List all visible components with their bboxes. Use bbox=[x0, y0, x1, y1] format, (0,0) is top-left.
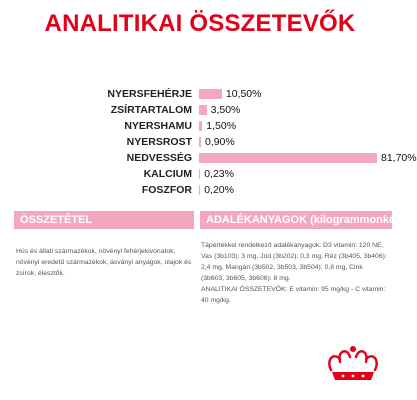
chart-value-label: 0,23% bbox=[204, 168, 234, 180]
chart-category-label: NEDVESSÉG bbox=[126, 152, 192, 164]
chart-value-label: 0,20% bbox=[204, 184, 234, 196]
chart-category-label: KALCIUM bbox=[143, 168, 192, 180]
chart-row bbox=[0, 102, 400, 118]
chart-bar bbox=[199, 153, 377, 163]
additives-text: Tápértékkel rendelkező adalékanyagok: D3 vitamin: 120 NE, Vas (3b103): 3 mg, Jód (3b202): 0,3 mg, Réz (3b405, 3b406): 2,4 mg, Mangán (3b502, 3b503, 3b504): 0,8 mg, Cink (3b603, 3b605, 3b606): 8 mg. bbox=[201, 242, 387, 282]
composition-header: ÖSSZETÉTEL bbox=[14, 211, 194, 229]
chart-bar bbox=[199, 105, 207, 115]
chart-row bbox=[0, 166, 400, 182]
chart-row bbox=[0, 134, 400, 150]
page-title: ANALITIKAI ÖSSZETEVŐK bbox=[44, 10, 356, 37]
chart-bar bbox=[199, 185, 200, 195]
chart-bar bbox=[199, 137, 201, 147]
chart-bar bbox=[199, 121, 202, 131]
chart-category-label: NYERSHAMU bbox=[124, 120, 192, 132]
chart-value-label: 81,70% bbox=[381, 152, 417, 164]
chart-bar bbox=[199, 89, 222, 99]
chart-row bbox=[0, 118, 400, 134]
chart-value-label: 10,50% bbox=[225, 88, 262, 100]
chart-value-label: 3,50% bbox=[210, 104, 241, 116]
chart-category-label: NYERSFEHÉRJE bbox=[107, 88, 192, 100]
chart-row bbox=[0, 182, 400, 198]
composition-text: Hús és állati származékok, növényi fehérjekivonatok, növényi eredetű származékok, ásványi anyagok, olajok és zsírok, élesztők. bbox=[16, 248, 192, 277]
chart-row bbox=[0, 86, 400, 102]
nutrient-bar-chart bbox=[0, 86, 417, 198]
royal-crown-logo-icon bbox=[323, 340, 383, 386]
chart-category-label: NYERSROST bbox=[126, 136, 192, 148]
chart-value-label: 0,90% bbox=[204, 136, 235, 148]
chart-row bbox=[0, 150, 417, 166]
chart-bar bbox=[199, 169, 200, 179]
chart-category-label: FOSZFOR bbox=[141, 184, 192, 196]
analytical-extra-text: ANALITIKAI ÖSSZETEVŐK: E vitamin: 95 mg/kg - C vitamin: 40 mg/kg. bbox=[201, 286, 386, 304]
additives-header: ADALÉKANYAGOK (kilogrammonként) bbox=[200, 211, 392, 229]
chart-category-label: ZSÍRTARTALOM bbox=[110, 104, 192, 116]
chart-value-label: 1,50% bbox=[206, 120, 237, 132]
additives-block bbox=[201, 240, 387, 306]
